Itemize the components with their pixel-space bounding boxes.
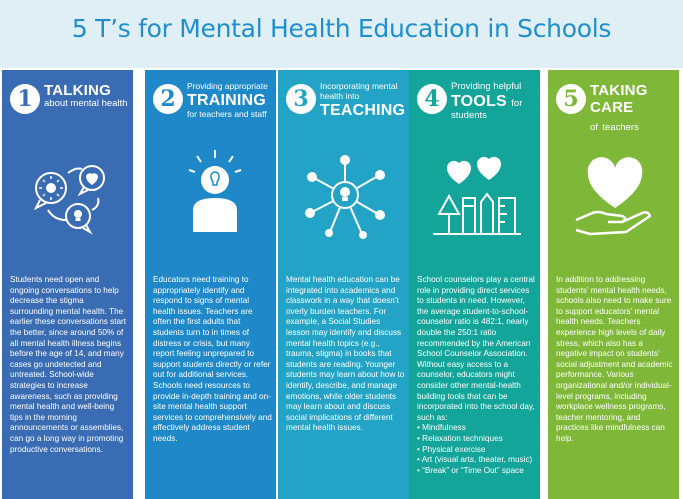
column-heading: Incorporating mental health into TEACHING [320,81,406,119]
column-body: Mental health education can be integrated into academics and classwork in a way that doesn’t overly burden teachers. For example, a Social Studies lesson may identify and discuss mental health topics (e.g., trauma, stigma) in books that students are reading. Younger students may learn about how to identify, describe, and manage emotions, while older students may learn about and discuss social implications of different mental health issues. [286,275,405,433]
list-item: • Mindfulness [417,423,536,434]
person-lightbulb-icon [175,148,255,238]
network-lightbulb-icon [300,150,390,240]
column-heading: Providing helpful TOOLS for students [451,81,523,122]
column-heading: TALKING about mental health [44,82,128,110]
column-tools [409,70,540,499]
column-heading: Providing appropriate TRAINING for teachers and staff [187,81,268,120]
list-item: • Relaxation techniques [417,434,536,445]
list-item: • Art (visual arts, theater, music) [417,455,536,466]
number-badge: 1 [10,84,40,114]
column-taking-care [548,70,679,499]
list-item: • “Break” or “Time Out” space [417,466,536,477]
column-heading: TAKING CARE of teachers [590,82,648,133]
number-badge: 3 [286,84,316,114]
list-item: • Physical exercise [417,445,536,456]
column-body: In addition to addressing students’ mental health needs, schools also need to make sure to support educators’ mental health needs. Teachers experience high levels of daily stress, which also has a negative impact on students’ social adjustment and academic performance. Various organizational and/or individual-level programs, including workplace wellness programs, teacher mentoring, and practices like mindfulness can help. [556,275,673,443]
page-title: 5 T’s for Mental Health Education in Schools [71,14,612,43]
column-body: Educators need training to appropriately identify and respond to signs of mental health issues. Teachers are often the first adults that students turn to in times of distress or crisis, but many report feeling unprepared to support students directly or refer out for additional services. Schools need resources to provide in-depth training and on-site mental health support services to comprehensively and effectively address student needs. [153,275,272,443]
tools-list [417,423,536,476]
number-badge: 2 [153,84,183,114]
number-badge: 5 [556,84,586,114]
column-body: Students need open and ongoing conversations to help decrease the stigma surrounding mental health. The earlier these conversations start the better, since around 50% of all mental health illness begins before the age of 14, and many cases go undetected and untreated. School-wide strategies to increase awareness, such as providing mental health and well-being tips in the morning announcements or assemblies, can go a long way in promoting productive conversations. [10,275,127,454]
column-talking [2,70,133,499]
number-badge: 4 [417,84,447,114]
column-teaching [278,70,409,499]
conversation-bubbles-icon [26,148,116,238]
column-training [145,70,276,499]
header-banner [0,0,683,68]
hearts-tools-icon [429,154,529,240]
column-body: School counselors play a central role in providing direct services to students in need. However, the average student-to-school-counselor ratio is 482:1, nearly double the 250:1 ratio recommended by the American School Counselor Association. Without easy access to a counselor, educators might consider other mental-health building tools that can be incorporated into the school day, such as: • Mindfulness • Relaxation techniques • Physical exercise • Art (visual arts, theater, music) • “Break” or “Time Out” space [417,275,536,476]
hand-heart-icon [570,152,660,240]
